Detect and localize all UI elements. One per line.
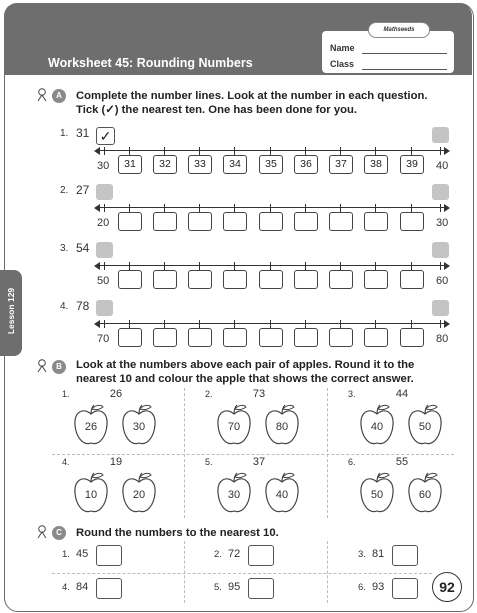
section-a-instruction-1: Complete the number lines. Look at the number in each question. bbox=[76, 90, 428, 102]
number-line-axis bbox=[100, 323, 444, 324]
tick-box-right[interactable] bbox=[432, 300, 449, 316]
rounding-answer-box[interactable] bbox=[96, 578, 122, 599]
apple-target-number: 73 bbox=[252, 388, 266, 400]
number-line-box[interactable] bbox=[118, 212, 142, 231]
worksheet-title: Worksheet 45: Rounding Numbers bbox=[48, 56, 253, 70]
apple-target-number: 19 bbox=[109, 456, 123, 468]
rounding-answer-box[interactable] bbox=[392, 545, 418, 566]
number-line-box[interactable] bbox=[153, 270, 177, 289]
apple-option[interactable] bbox=[358, 471, 396, 515]
number-line-box[interactable]: 34 bbox=[223, 155, 247, 174]
number-line-box[interactable] bbox=[329, 212, 353, 231]
number-line-box[interactable]: 32 bbox=[153, 155, 177, 174]
number-line-tick bbox=[411, 147, 412, 155]
tick-box-right[interactable] bbox=[432, 127, 449, 143]
apple-option-value: 80 bbox=[275, 421, 289, 433]
number-line-tick bbox=[375, 262, 376, 270]
number-line-box[interactable] bbox=[259, 328, 283, 347]
brand-logo: Mathseeds bbox=[368, 22, 430, 38]
apple-option-value: 30 bbox=[227, 489, 241, 501]
number-line-right-arrow bbox=[444, 262, 450, 270]
rounding-item-number: 5. bbox=[214, 582, 222, 593]
number-line-tick bbox=[411, 262, 412, 270]
number-line-box[interactable] bbox=[223, 270, 247, 289]
apple-option[interactable] bbox=[406, 471, 444, 515]
apple-grid-divider bbox=[52, 454, 454, 455]
number-line-tick bbox=[340, 320, 341, 328]
apple-grid-divider bbox=[327, 388, 328, 518]
number-line-box[interactable] bbox=[118, 328, 142, 347]
rounding-grid-divider bbox=[184, 541, 185, 603]
question-value: 78 bbox=[76, 299, 90, 313]
number-line-tick bbox=[340, 262, 341, 270]
rounding-answer-box[interactable] bbox=[96, 545, 122, 566]
number-line-box[interactable] bbox=[294, 212, 318, 231]
apple-option-value: 20 bbox=[132, 489, 146, 501]
number-line-right-arrow bbox=[444, 204, 450, 212]
rounding-item-value: 72 bbox=[228, 548, 241, 560]
number-line-box[interactable]: 31 bbox=[118, 155, 142, 174]
number-line-tick bbox=[129, 147, 130, 155]
apple-option-value: 30 bbox=[132, 421, 146, 433]
number-line-start: 50 bbox=[97, 275, 110, 287]
number-line-axis bbox=[100, 265, 444, 266]
apple-option[interactable] bbox=[263, 471, 301, 515]
number-line-axis bbox=[100, 150, 444, 151]
number-line-tick bbox=[164, 147, 165, 155]
number-line-box[interactable] bbox=[294, 328, 318, 347]
number-line-box[interactable] bbox=[329, 270, 353, 289]
number-line-tick bbox=[375, 320, 376, 328]
apple-target-number: 37 bbox=[252, 456, 266, 468]
number-line-tick bbox=[270, 204, 271, 212]
number-line-tick bbox=[270, 320, 271, 328]
rounding-grid-divider bbox=[327, 541, 328, 603]
rounding-item-value: 95 bbox=[228, 581, 241, 593]
tick-box-left[interactable]: ✓ bbox=[96, 127, 115, 145]
number-line-right-arrow bbox=[444, 147, 450, 155]
number-line-tick bbox=[164, 204, 165, 212]
number-line-box[interactable] bbox=[188, 212, 212, 231]
number-line-tick bbox=[199, 204, 200, 212]
number-line-tick bbox=[340, 204, 341, 212]
number-line-box[interactable]: 36 bbox=[294, 155, 318, 174]
number-line-tick bbox=[129, 262, 130, 270]
number-line-box[interactable] bbox=[118, 270, 142, 289]
rounding-item-number: 6. bbox=[358, 582, 366, 593]
number-line-tick bbox=[375, 147, 376, 155]
number-line-tick bbox=[199, 262, 200, 270]
question-number: 4. bbox=[60, 301, 69, 312]
apple-item-number: 4. bbox=[62, 457, 70, 467]
apple-item-number: 1. bbox=[62, 389, 70, 399]
apple-option[interactable] bbox=[215, 403, 253, 447]
number-line-box[interactable] bbox=[400, 270, 424, 289]
question-number: 3. bbox=[60, 243, 69, 254]
number-line-box[interactable] bbox=[259, 212, 283, 231]
apple-target-number: 44 bbox=[395, 388, 409, 400]
number-line-start: 30 bbox=[97, 160, 110, 172]
number-line-box[interactable] bbox=[188, 328, 212, 347]
class-line[interactable] bbox=[362, 69, 447, 70]
number-line-box[interactable]: 39 bbox=[400, 155, 424, 174]
apple-option[interactable] bbox=[263, 403, 301, 447]
apple-option[interactable] bbox=[72, 403, 110, 447]
number-line-box[interactable]: 35 bbox=[259, 155, 283, 174]
number-line-end: 80 bbox=[436, 333, 449, 345]
number-line-box[interactable] bbox=[188, 270, 212, 289]
number-line-right-arrow bbox=[444, 320, 450, 328]
kid-icon bbox=[36, 359, 48, 373]
number-line-box[interactable] bbox=[223, 212, 247, 231]
number-line-tick bbox=[199, 320, 200, 328]
number-line-box[interactable]: 37 bbox=[329, 155, 353, 174]
apple-item-number: 6. bbox=[348, 457, 356, 467]
lesson-tab-label: Lesson 129 bbox=[6, 287, 16, 335]
name-line[interactable] bbox=[362, 53, 447, 54]
section-c-icon: C bbox=[52, 526, 66, 540]
number-line-tick bbox=[234, 262, 235, 270]
question-number: 2. bbox=[60, 185, 69, 196]
tick-box-left[interactable] bbox=[96, 184, 113, 200]
question-value: 31 bbox=[76, 126, 90, 140]
question-value: 54 bbox=[76, 241, 90, 255]
rounding-item-number: 3. bbox=[358, 549, 366, 560]
apple-option-value: 70 bbox=[227, 421, 241, 433]
number-line-end: 60 bbox=[436, 275, 449, 287]
number-line-tick bbox=[234, 204, 235, 212]
number-line-left-arrow bbox=[94, 262, 100, 270]
number-line-tick bbox=[104, 320, 105, 328]
number-line-axis bbox=[100, 207, 444, 208]
number-line-tick bbox=[129, 320, 130, 328]
tick-box-right[interactable] bbox=[432, 184, 449, 200]
class-label: Class bbox=[330, 59, 355, 69]
apple-option[interactable] bbox=[406, 403, 444, 447]
rounding-answer-box[interactable] bbox=[248, 545, 274, 566]
section-c-instruction: Round the numbers to the nearest 10. bbox=[76, 527, 279, 539]
number-line-tick bbox=[375, 204, 376, 212]
apple-target-number: 26 bbox=[109, 388, 123, 400]
apple-option[interactable] bbox=[72, 471, 110, 515]
number-line-tick bbox=[270, 147, 271, 155]
number-line-tick bbox=[199, 147, 200, 155]
number-line-tick bbox=[440, 262, 441, 270]
apple-option-value: 10 bbox=[84, 489, 98, 501]
number-line-end: 30 bbox=[436, 217, 449, 229]
apple-item-number: 2. bbox=[205, 389, 213, 399]
number-line-tick bbox=[305, 147, 306, 155]
apple-option[interactable] bbox=[120, 403, 158, 447]
apple-option-value: 50 bbox=[418, 421, 432, 433]
rounding-answer-box[interactable] bbox=[248, 578, 274, 599]
section-a-icon: A bbox=[52, 89, 66, 103]
number-line-tick bbox=[234, 147, 235, 155]
number-line-tick bbox=[411, 320, 412, 328]
rounding-answer-box[interactable] bbox=[392, 578, 418, 599]
rounding-item-value: 45 bbox=[76, 548, 89, 560]
number-line-box[interactable] bbox=[294, 270, 318, 289]
rounding-item-number: 1. bbox=[62, 549, 70, 560]
apple-grid-divider bbox=[184, 388, 185, 518]
section-b-instruction-2: nearest 10 and colour the apple that shows the correct answer. bbox=[76, 373, 414, 385]
apple-option-value: 40 bbox=[370, 421, 384, 433]
apple-option-value: 26 bbox=[84, 421, 98, 433]
number-line-box[interactable] bbox=[223, 328, 247, 347]
number-line-tick bbox=[164, 320, 165, 328]
number-line-tick bbox=[440, 320, 441, 328]
rounding-item-number: 2. bbox=[214, 549, 222, 560]
number-line-box[interactable] bbox=[259, 270, 283, 289]
number-line-tick bbox=[270, 262, 271, 270]
kid-icon bbox=[36, 88, 48, 102]
rounding-grid-divider bbox=[52, 573, 432, 574]
number-line-tick bbox=[234, 320, 235, 328]
number-line-box[interactable] bbox=[364, 328, 388, 347]
apple-option-value: 60 bbox=[418, 489, 432, 501]
tick-box-left[interactable] bbox=[96, 242, 113, 258]
number-line-box[interactable] bbox=[329, 328, 353, 347]
question-number: 1. bbox=[60, 128, 69, 139]
rounding-item-number: 4. bbox=[62, 582, 70, 593]
number-line-start: 20 bbox=[97, 217, 110, 229]
number-line-tick bbox=[164, 262, 165, 270]
tick-box-left[interactable] bbox=[96, 300, 113, 316]
number-line-tick bbox=[129, 204, 130, 212]
question-value: 27 bbox=[76, 183, 90, 197]
number-line-box[interactable]: 33 bbox=[188, 155, 212, 174]
apple-option-value: 40 bbox=[275, 489, 289, 501]
number-line-box[interactable] bbox=[364, 212, 388, 231]
section-a-instruction-2: Tick (✓) the nearest ten. One has been done for you. bbox=[76, 104, 358, 116]
number-line-end: 40 bbox=[436, 160, 449, 172]
number-line-tick bbox=[440, 147, 441, 155]
kid-icon bbox=[36, 525, 48, 539]
number-line-tick bbox=[305, 262, 306, 270]
number-line-tick bbox=[340, 147, 341, 155]
number-line-tick bbox=[440, 204, 441, 212]
rounding-item-value: 93 bbox=[372, 581, 385, 593]
apple-target-number: 55 bbox=[395, 456, 409, 468]
number-line-tick bbox=[104, 204, 105, 212]
rounding-item-value: 81 bbox=[372, 548, 385, 560]
page-number: 92 bbox=[432, 572, 462, 602]
apple-option[interactable] bbox=[358, 403, 396, 447]
number-line-tick bbox=[305, 320, 306, 328]
apple-item-number: 5. bbox=[205, 457, 213, 467]
tick-box-right[interactable] bbox=[432, 242, 449, 258]
number-line-tick bbox=[104, 262, 105, 270]
number-line-box[interactable] bbox=[400, 212, 424, 231]
apple-item-number: 3. bbox=[348, 389, 356, 399]
number-line-start: 70 bbox=[97, 333, 110, 345]
number-line-box[interactable] bbox=[153, 212, 177, 231]
name-label: Name bbox=[330, 43, 355, 53]
number-line-left-arrow bbox=[94, 147, 100, 155]
apple-option-value: 50 bbox=[370, 489, 384, 501]
apple-option[interactable] bbox=[215, 471, 253, 515]
number-line-tick bbox=[411, 204, 412, 212]
number-line-tick bbox=[305, 204, 306, 212]
apple-option[interactable] bbox=[120, 471, 158, 515]
section-b-icon: B bbox=[52, 360, 66, 374]
section-b-instruction-1: Look at the numbers above each pair of apples. Round it to the bbox=[76, 359, 415, 371]
rounding-item-value: 84 bbox=[76, 581, 89, 593]
number-line-tick bbox=[104, 147, 105, 155]
number-line-box[interactable] bbox=[364, 270, 388, 289]
lesson-side-tab bbox=[0, 270, 22, 356]
number-line-left-arrow bbox=[94, 204, 100, 212]
number-line-box[interactable] bbox=[400, 328, 424, 347]
number-line-box[interactable]: 38 bbox=[364, 155, 388, 174]
number-line-left-arrow bbox=[94, 320, 100, 328]
header-band bbox=[4, 3, 472, 75]
number-line-box[interactable] bbox=[153, 328, 177, 347]
